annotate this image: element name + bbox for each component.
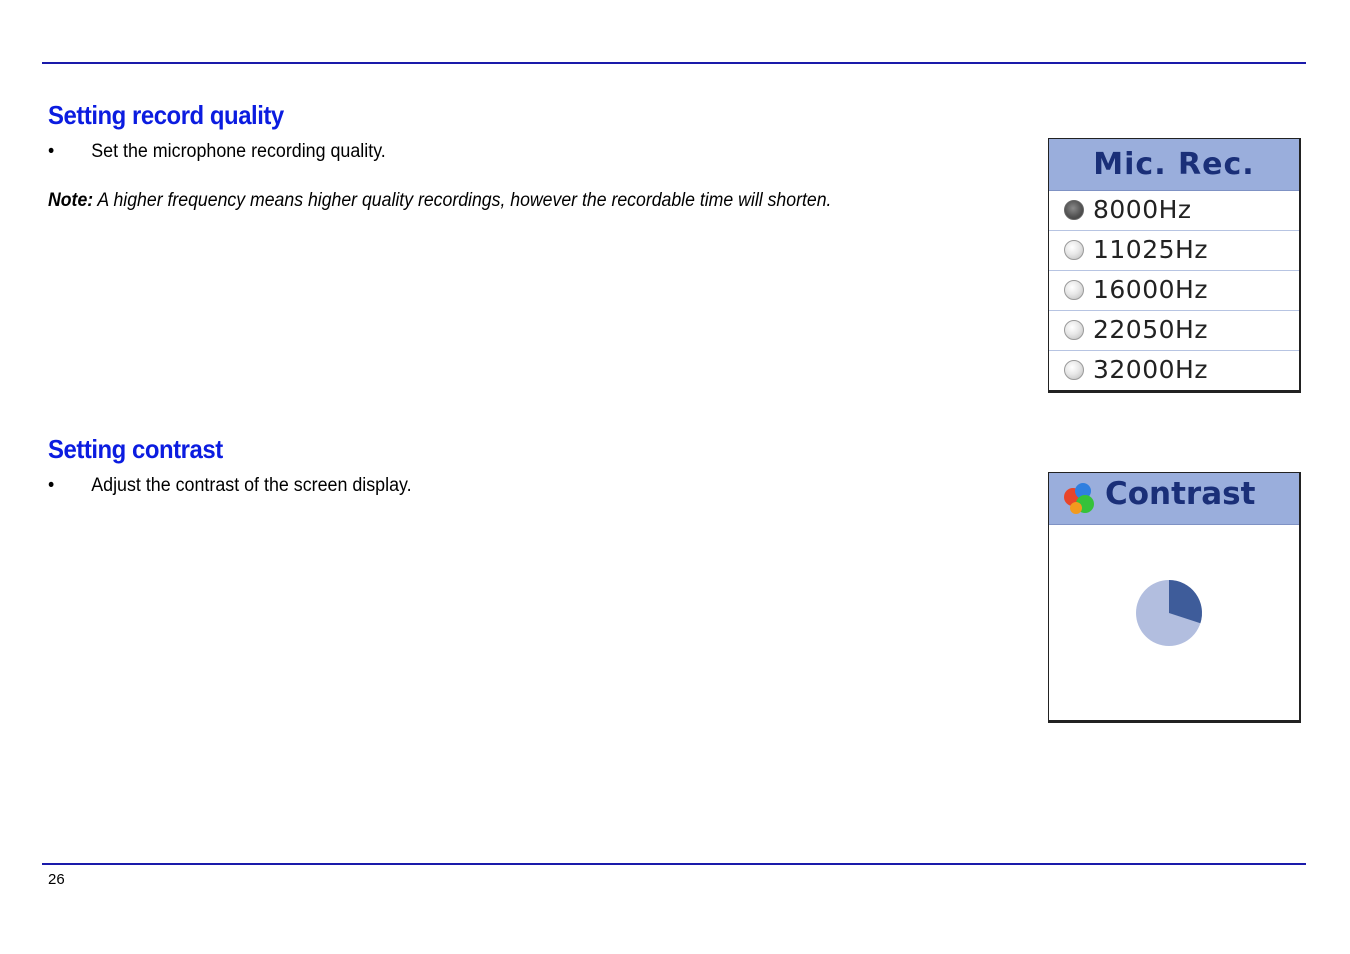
- bottom-rule: [42, 863, 1306, 865]
- mic-option-label: 32000Hz: [1093, 355, 1208, 384]
- mic-rec-options: [1049, 191, 1299, 390]
- mic-option-label: 8000Hz: [1093, 195, 1192, 224]
- contrast-header: [1049, 473, 1299, 525]
- top-rule: [42, 62, 1306, 64]
- mic-option-32000[interactable]: [1049, 351, 1299, 390]
- mic-rec-title: Mic. Rec.: [1093, 147, 1255, 182]
- mic-option-label: 11025Hz: [1093, 235, 1208, 264]
- mic-option-11025[interactable]: [1049, 231, 1299, 271]
- contrast-palette-icon: [1057, 477, 1105, 521]
- section-contrast: [48, 434, 412, 496]
- section-record-quality: [48, 100, 386, 162]
- heading-record-quality: Setting record quality: [48, 100, 284, 130]
- mic-option-label: 16000Hz: [1093, 275, 1208, 304]
- contrast-title: Contrast: [1105, 476, 1256, 512]
- contrast-dial[interactable]: [1049, 525, 1299, 720]
- bullet-glyph: •: [48, 141, 55, 162]
- bullet-glyph: •: [48, 475, 55, 496]
- note-paragraph: [48, 190, 831, 212]
- contrast-body: [1049, 525, 1299, 720]
- radio-icon[interactable]: [1064, 200, 1084, 220]
- mic-option-8000[interactable]: [1049, 191, 1299, 231]
- mic-option-22050[interactable]: [1049, 311, 1299, 351]
- radio-icon[interactable]: [1064, 280, 1084, 300]
- note-text: A higher frequency means higher quality recordings, however the recordable time will shorten.: [93, 190, 832, 211]
- note-label: Note:: [48, 190, 94, 211]
- contrast-menu: [1048, 472, 1301, 723]
- mic-rec-menu: [1048, 138, 1301, 393]
- mic-option-label: 22050Hz: [1093, 315, 1208, 344]
- radio-icon[interactable]: [1064, 320, 1084, 340]
- heading-contrast: Setting contrast: [48, 434, 223, 464]
- mic-option-16000[interactable]: [1049, 271, 1299, 311]
- page-number: 26: [48, 871, 65, 888]
- mic-rec-header: [1049, 139, 1299, 191]
- bullet-text: Set the microphone recording quality.: [91, 141, 386, 162]
- radio-icon[interactable]: [1064, 240, 1084, 260]
- radio-icon[interactable]: [1064, 360, 1084, 380]
- bullet-text: Adjust the contrast of the screen display.: [91, 475, 412, 496]
